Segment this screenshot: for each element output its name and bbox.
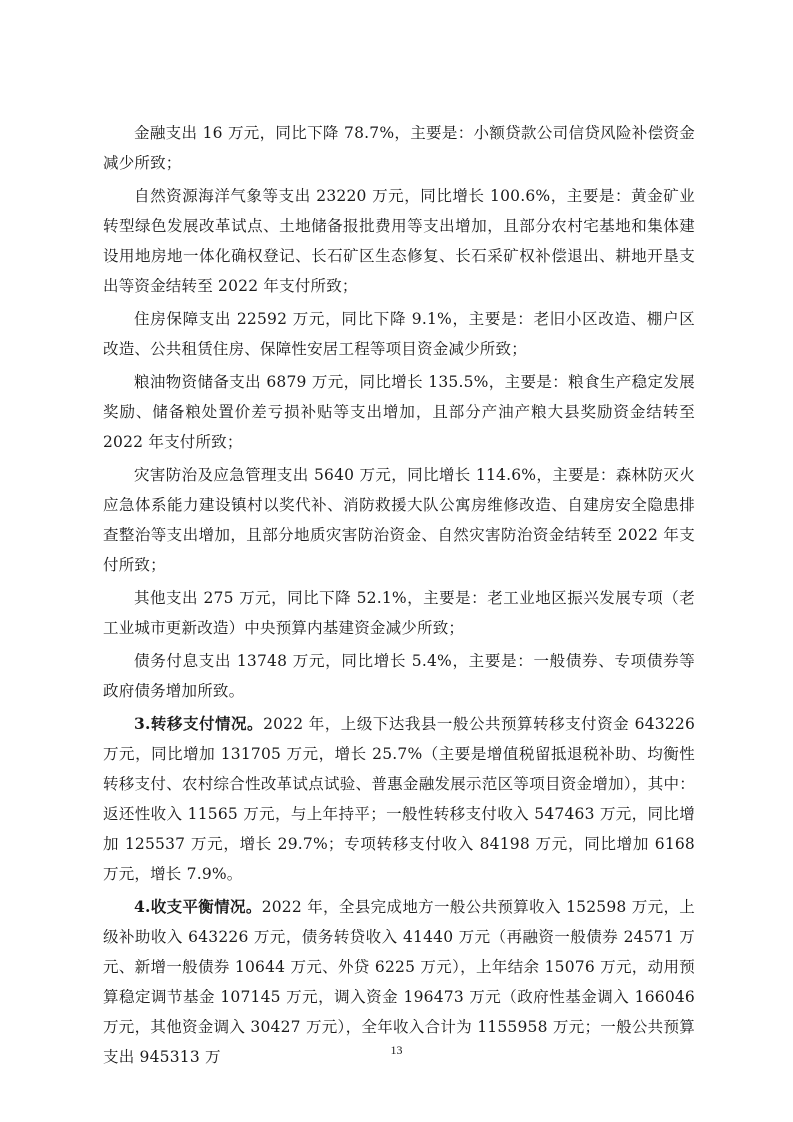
- paragraph-transfer-payments: [103, 709, 695, 889]
- paragraph-text: 2022 年，上级下达我县一般公共预算转移支付资金 643226 万元，同比增加 131705 万元，增长 25.7%（主要是增值税留抵退税补助、均衡性转移支付、农村综合性改革试点试验、普惠金融发展示范区等项目资金增加），其中：返还性收入 11565 万元，与上年持平；一般性转移支付收入 547463 万元，同比增加 125537 万元，增长 29.7%；专项转移支付收入 84198 万元，同比增加 6168 万元，增长 7.9%。: [103, 715, 696, 883]
- paragraph-text: 自然资源海洋气象等支出 23220 万元，同比增长 100.6%，主要是：黄金矿业转型绿色发展改革试点、土地储备报批费用等支出增加，且部分农村宅基地和集体建设用地房地一体化确权登记、长石矿区生态修复、长石采矿权补偿退出、耕地开垦支出等资金结转至 2022 年支付所致；: [103, 187, 695, 295]
- body-text: [103, 118, 695, 1075]
- section-heading: 4.收支平衡情况。: [134, 897, 262, 916]
- paragraph-grain-reserves: [103, 367, 695, 457]
- paragraph-text: 住房保障支出 22592 万元，同比下降 9.1%，主要是：老旧小区改造、棚户区改造、公共租赁住房、保障性安居工程等项目资金减少所致；: [103, 310, 695, 358]
- paragraph-text: 其他支出 275 万元，同比下降 52.1%，主要是：老工业地区振兴发展专项（老工业城市更新改造）中央预算内基建资金减少所致；: [103, 589, 695, 637]
- paragraph-debt-interest: [103, 646, 695, 706]
- paragraph-natural-resources: [103, 181, 695, 301]
- paragraph-disaster-prevention: [103, 460, 695, 580]
- paragraph-text: 2022 年，全县完成地方一般公共预算收入 152598 万元，上级补助收入 643226 万元，债务转贷收入 41440 万元（再融资一般债券 24571 万元、新增一般债券 10644 万元、外贷 6225 万元），上年结余 15076 万元，动用预算稳定调节基金 107145 万元，调入资金 196473 万元（政府性基金调入 166046 万元，其他资金调入 30427 万元），全年收入合计为 1155958 万元；一般公共预算支出 945313 万: [103, 898, 695, 1066]
- paragraph-finance-expenditure: [103, 118, 695, 178]
- paragraph-text: 债务付息支出 13748 万元，同比增长 5.4%，主要是：一般债券、专项债券等政府债务增加所致。: [103, 652, 695, 700]
- page-number: 13: [390, 1043, 403, 1057]
- paragraph-other-expenditure: [103, 583, 695, 643]
- paragraph-text: 粮油物资储备支出 6879 万元，同比增长 135.5%，主要是：粮食生产稳定发展奖励、储备粮处置价差亏损补贴等支出增加，且部分产油产粮大县奖励资金结转至 2022 年支付所致；: [103, 373, 695, 451]
- paragraph-text: 金融支出 16 万元，同比下降 78.7%，主要是：小额贷款公司信贷风险补偿资金减少所致；: [103, 124, 695, 172]
- paragraph-housing: [103, 304, 695, 364]
- paragraph-text: 灾害防治及应急管理支出 5640 万元，同比增长 114.6%，主要是：森林防灭火应急体系能力建设镇村以奖代补、消防救援大队公寓房维修改造、自建房安全隐患排查整治等支出增加，且部分地质灾害防治资金、自然灾害防治资金结转至 2022 年支付所致；: [103, 466, 695, 574]
- section-heading: 3.转移支付情况。: [134, 714, 264, 733]
